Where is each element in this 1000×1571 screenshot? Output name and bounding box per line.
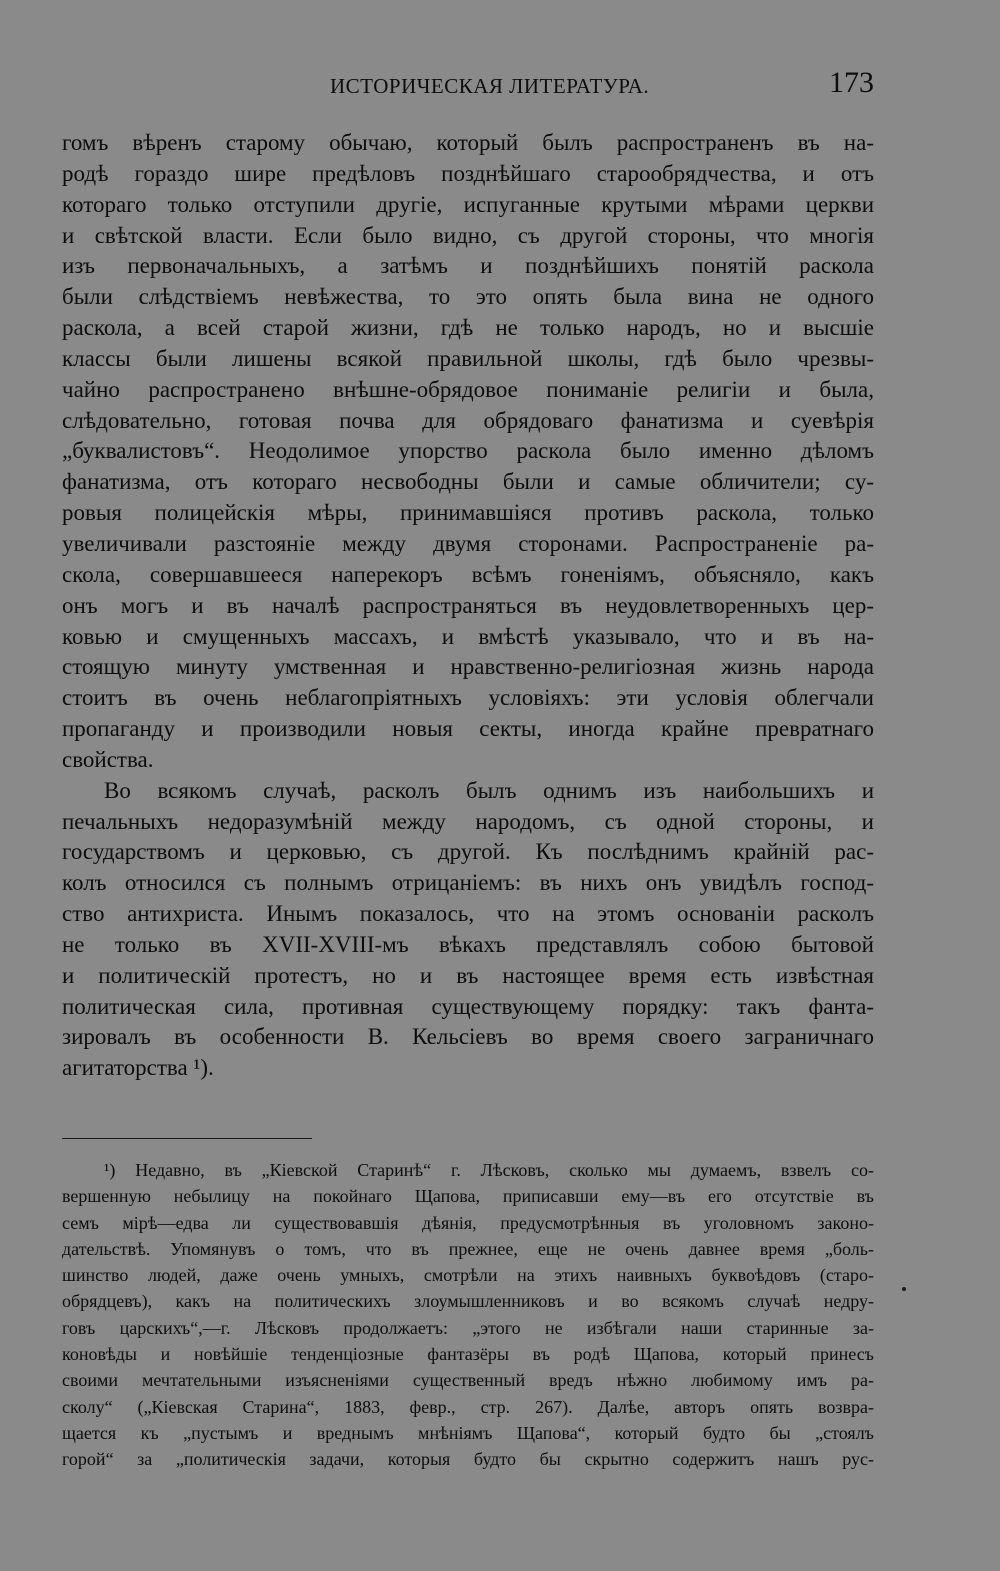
footnote-line: ¹) Недавно, въ „Кіевской Старинѣ“ г. Лѣсковъ, сколько мы думаемъ, взвелъ со- [104,1160,874,1180]
footnote [62,1157,874,1473]
paragraph-start-line: Во всякомъ случаѣ, расколъ былъ однимъ изъ наибольшихъ и [104,777,874,803]
footnote-line: обрядцевъ), какъ на политическихъ злоумышленниковъ и во всякомъ случаѣ недру- [62,1291,874,1312]
text-line: и политическій протестъ, но и въ настоящее время есть извѣстная [62,962,874,988]
text-line: зировалъ въ особенности В. Кельсіевъ во время своего заграничнаго [62,1024,874,1050]
footnote-line: шинство людей, даже очень умныхъ, смотрѣли на этихъ наивныхъ буквоѣдовъ (старо- [62,1265,874,1286]
footnote-line: семъ мірѣ—едва ли существовавшія дѣянія, предусмотрѣнныя въ уголовномъ законо- [62,1212,874,1233]
text-line: чайно распространено внѣшне-обрядовое пониманіе религіи и была, [62,376,874,402]
text-line: классы были лишены всякой правильной школы, гдѣ было чрезвы- [62,345,874,371]
text-line: ковью и смущенныхъ массахъ, и вмѣстѣ указывало, что и въ на- [62,623,874,649]
page-header [62,66,874,106]
footnote-line: сколу“ („Кіевская Старина“, 1883, февр., стр. 267). Далѣе, авторъ опять возвра- [62,1396,874,1417]
text-line: гомъ вѣренъ старому обычаю, который былъ распространенъ въ на- [62,130,874,155]
text-line: „буквалистовъ“. Неодолимое упорство раскола было именно дѣломъ [62,438,874,464]
text-line: онъ могъ и въ началѣ распространяться въ неудовлетворенныхъ цер- [62,592,874,618]
text-line: увеличивали разстояніе между двумя сторонами. Распространеніе ра- [62,530,874,556]
text-line: свойства. [62,746,154,772]
text-line: не только въ XVII-XVIII-мъ вѣкахъ представлялъ собою бытовой [62,931,874,957]
text-line: пропаганду и производили новыя секты, иногда крайне превратнаго [62,716,874,742]
text-line: стоящую минуту умственная и нравственно-религіозная жизнь народа [62,654,874,680]
running-title: ИСТОРИЧЕСКАЯ ЛИТЕРАТУРА. [330,74,650,98]
footnote-divider [62,1138,312,1139]
text-line: ровыя полицейскія мѣры, принимавшіяся противъ раскола, только [62,500,874,526]
footnote-line: щается къ „пустымъ и вреднымъ мнѣніямъ Щапова“, который будто бы „стоялъ [62,1422,874,1443]
text-line: стоитъ въ очень неблагопріятныхъ условіяхъ: эти условія облегчали [62,685,874,711]
text-line: фанатизма, отъ котораго несвободны были и самые обличители; су- [62,469,874,495]
text-line: были слѣдствіемъ невѣжества, то это опять была вина не одного [62,284,874,310]
text-line: изъ первоначальныхъ, а затѣмъ и позднѣйшихъ понятій раскола [62,253,874,279]
text-line: раскола, а всей старой жизни, гдѣ не только народъ, но и высшіе [62,315,874,341]
text-line: котораго только отступили другіе, испуганные крутыми мѣрами церкви [62,191,874,217]
page-number: 173 [829,66,874,99]
footnote-line: дательствѣ. Упомянувъ о томъ, что въ прежнее, еще не очень давнее время „боль- [62,1238,874,1259]
text-line: агитаторства ¹). [62,1055,214,1081]
text-line: ство антихриста. Инымъ показалось, что на этомъ основаніи расколъ [62,901,874,927]
footnote-line: горой“ за „политическія задачи, которыя будто бы скрытно содержитъ нашъ рус- [62,1449,874,1470]
text-line: слѣдовательно, готовая почва для обрядоваго фанатизма и суевѣрія [62,407,874,433]
footnote-line: своими мечтательными изъясненіями существенный вредъ нѣжно любимому имъ ра- [62,1370,874,1391]
footnote-line: коновѣды и новѣйшіе тенденціозные фантазёры въ родѣ Щапова, который принесъ [62,1344,874,1365]
print-speck [902,1287,906,1291]
text-line: скола, совершавшееся наперекоръ всѣмъ гоненіямъ, объясняло, какъ [62,561,874,587]
text-line: колъ относился съ полнымъ отрицаніемъ: въ нихъ онъ увидѣлъ господ- [62,870,874,896]
text-line: родѣ гораздо шире предѣловъ позднѣйшаго старообрядчества, и отъ [62,160,874,186]
main-text [62,128,874,1084]
text-line: печальныхъ недоразумѣній между народомъ, съ одной стороны, и [62,808,874,834]
text-line: государствомъ и церковью, съ другой. Къ послѣднимъ крайній рас- [62,839,874,865]
footnote-line: вершенную небылицу на покойнаго Щапова, приписавши ему—въ его отсутствіе въ [62,1186,874,1207]
text-line: и свѣтской власти. Если было видно, съ другой стороны, что многія [62,222,874,248]
footnote-line: говъ царскихъ“,—г. Лѣсковъ продолжаетъ: „этого не избѣгали наши старинные за- [62,1317,874,1338]
text-line: политическая сила, противная существующему порядку: такъ фанта- [62,993,874,1019]
